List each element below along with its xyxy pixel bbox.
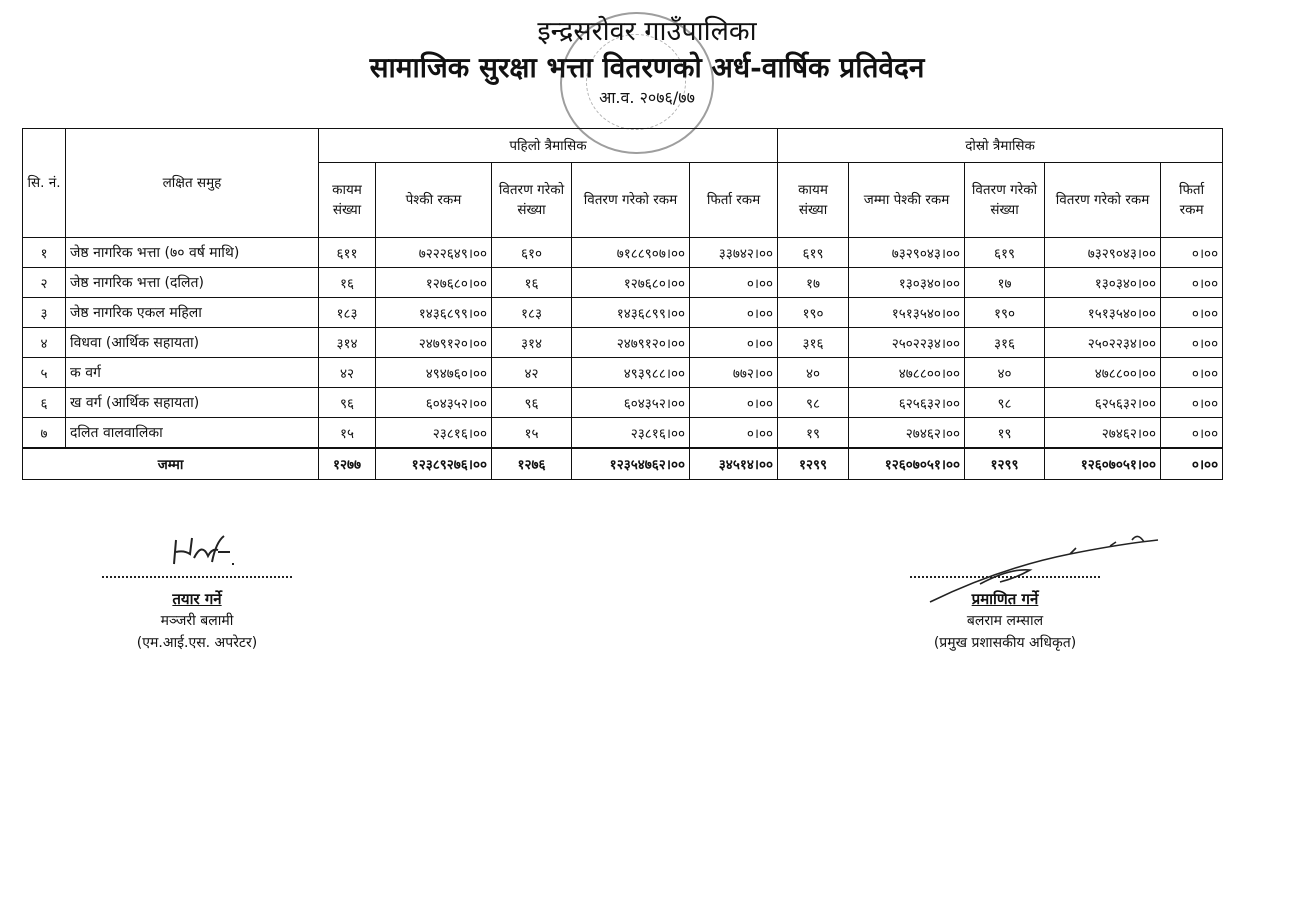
q2-col-advance: जम्मा पेश्की रकम bbox=[849, 163, 965, 238]
table-cell: २७४६२।०० bbox=[849, 418, 965, 449]
table-cell: २४७९१२०।०० bbox=[572, 328, 690, 358]
total-cell: १२७७ bbox=[319, 448, 376, 480]
table-cell: ४२ bbox=[492, 358, 572, 388]
table-cell: ०।०० bbox=[1161, 268, 1223, 298]
table-cell: ६१० bbox=[492, 238, 572, 268]
row-serial: २ bbox=[23, 268, 66, 298]
table-cell: १२७६८०।०० bbox=[376, 268, 492, 298]
table-cell: १५ bbox=[492, 418, 572, 449]
table-cell: ०।०० bbox=[690, 418, 778, 449]
total-row bbox=[23, 448, 1223, 480]
table-cell: ७१८८९०७।०० bbox=[572, 238, 690, 268]
table-cell: ९८ bbox=[965, 388, 1045, 418]
col-serial-header: सि. नं. bbox=[23, 129, 66, 238]
total-cell: १२६०७०५१।०० bbox=[849, 448, 965, 480]
table-cell: ०।०० bbox=[690, 298, 778, 328]
row-serial: १ bbox=[23, 238, 66, 268]
row-serial: ७ bbox=[23, 418, 66, 449]
report-title: सामाजिक सुरक्षा भत्ता वितरणको अर्ध-वार्षिक प्रतिवेदन bbox=[369, 51, 925, 84]
table-cell: ३१४ bbox=[492, 328, 572, 358]
table-cell: ९६ bbox=[319, 388, 376, 418]
table-row bbox=[23, 268, 1223, 298]
report-table bbox=[22, 128, 1223, 480]
total-cell: १२९९ bbox=[965, 448, 1045, 480]
table-cell: १६ bbox=[492, 268, 572, 298]
preparer-signature bbox=[168, 528, 248, 574]
table-cell: ७२२२६४९।०० bbox=[376, 238, 492, 268]
total-cell: १२६०७०५१।०० bbox=[1045, 448, 1161, 480]
col-group-header: लक्षित समुह bbox=[66, 129, 319, 238]
row-group: ख वर्ग (आर्थिक सहायता) bbox=[66, 388, 319, 418]
table-cell: ६०४३५२।०० bbox=[376, 388, 492, 418]
row-group: जेष्ठ नागरिक भत्ता (७० वर्ष माथि) bbox=[66, 238, 319, 268]
certified-by-role: प्रमाणित गर्ने bbox=[971, 590, 1039, 608]
table-cell: १९० bbox=[778, 298, 849, 328]
table-cell: १५१३५४०।०० bbox=[1045, 298, 1161, 328]
prepared-by-block bbox=[82, 576, 312, 654]
table-cell: ६०४३५२।०० bbox=[572, 388, 690, 418]
certified-by-title: (प्रमुख प्रशासकीय अधिकृत) bbox=[933, 635, 1077, 651]
table-cell: ०।०० bbox=[1161, 418, 1223, 449]
table-cell: ६२५६३२।०० bbox=[1045, 388, 1161, 418]
document-header bbox=[0, 14, 1294, 108]
table-cell: ४० bbox=[778, 358, 849, 388]
row-group: जेष्ठ नागरिक एकल महिला bbox=[66, 298, 319, 328]
q2-col-count: कायम संख्या bbox=[778, 163, 849, 238]
fiscal-year: आ.व. २०७६/७७ bbox=[599, 88, 695, 107]
table-cell: ०।०० bbox=[1161, 328, 1223, 358]
table-cell: १३०३४०।०० bbox=[1045, 268, 1161, 298]
table-cell: १९ bbox=[778, 418, 849, 449]
table-cell: २३८१६।०० bbox=[376, 418, 492, 449]
table-cell: २४७९१२०।०० bbox=[376, 328, 492, 358]
table-row bbox=[23, 388, 1223, 418]
table-cell: ६२५६३२।०० bbox=[849, 388, 965, 418]
q1-col-refund: फिर्ता रकम bbox=[690, 163, 778, 238]
table-cell: ४० bbox=[965, 358, 1045, 388]
q2-col-refund: फिर्ता रकम bbox=[1161, 163, 1223, 238]
table-cell: ६१९ bbox=[778, 238, 849, 268]
table-cell: ४७८८००।०० bbox=[1045, 358, 1161, 388]
q2-col-dist-count: वितरण गरेको संख्या bbox=[965, 163, 1045, 238]
table-cell: ९६ bbox=[492, 388, 572, 418]
table-cell: १५१३५४०।०० bbox=[849, 298, 965, 328]
row-serial: ६ bbox=[23, 388, 66, 418]
table-cell: १६ bbox=[319, 268, 376, 298]
q1-col-dist-count: वितरण गरेको संख्या bbox=[492, 163, 572, 238]
certified-by-name: बलराम लम्साल bbox=[966, 613, 1044, 629]
table-cell: ४७८८००।०० bbox=[849, 358, 965, 388]
table-cell: १९ bbox=[965, 418, 1045, 449]
total-cell: १२३५४७६२।०० bbox=[572, 448, 690, 480]
table-cell: ०।०० bbox=[690, 328, 778, 358]
table-cell: १८३ bbox=[319, 298, 376, 328]
table-cell: १९० bbox=[965, 298, 1045, 328]
table-cell: ०।०० bbox=[1161, 388, 1223, 418]
table-cell: ३३७४२।०० bbox=[690, 238, 778, 268]
prepared-by-title: (एम.आई.एस. अपरेटर) bbox=[136, 635, 258, 651]
table-cell: ९८ bbox=[778, 388, 849, 418]
table-cell: ४९३९८८।०० bbox=[572, 358, 690, 388]
table-row bbox=[23, 328, 1223, 358]
table-cell: ०।०० bbox=[1161, 298, 1223, 328]
row-group: विधवा (आर्थिक सहायता) bbox=[66, 328, 319, 358]
table-cell: १३०३४०।०० bbox=[849, 268, 965, 298]
table-row bbox=[23, 358, 1223, 388]
quarter2-header: दोस्रो त्रैमासिक bbox=[778, 129, 1223, 163]
table-cell: ३१४ bbox=[319, 328, 376, 358]
table-cell: ६१९ bbox=[965, 238, 1045, 268]
total-cell: १२३८९२७६।०० bbox=[376, 448, 492, 480]
row-group: दलित वालवालिका bbox=[66, 418, 319, 449]
table-cell: ०।०० bbox=[690, 268, 778, 298]
certified-by-block bbox=[890, 576, 1120, 654]
table-cell: ४९४७६०।०० bbox=[376, 358, 492, 388]
row-group: क वर्ग bbox=[66, 358, 319, 388]
table-cell: १४३६८९९।०० bbox=[376, 298, 492, 328]
row-serial: ४ bbox=[23, 328, 66, 358]
table-cell: ०।०० bbox=[1161, 238, 1223, 268]
table-cell: ३१६ bbox=[965, 328, 1045, 358]
quarter1-header: पहिलो त्रैमासिक bbox=[319, 129, 778, 163]
table-cell: १७ bbox=[778, 268, 849, 298]
table-cell: ३१६ bbox=[778, 328, 849, 358]
table-cell: ७७२।०० bbox=[690, 358, 778, 388]
table-cell: ७३२९०४३।०० bbox=[849, 238, 965, 268]
total-cell: १२७६ bbox=[492, 448, 572, 480]
table-cell: १५ bbox=[319, 418, 376, 449]
signature-line bbox=[102, 576, 292, 578]
row-group: जेष्ठ नागरिक भत्ता (दलित) bbox=[66, 268, 319, 298]
org-name: इन्द्रसरोवर गाउँपालिका bbox=[537, 16, 757, 47]
table-cell: १४३६८९९।०० bbox=[572, 298, 690, 328]
table-cell: २५०२२३४।०० bbox=[1045, 328, 1161, 358]
total-cell: ०।०० bbox=[1161, 448, 1223, 480]
total-label: जम्मा bbox=[23, 448, 319, 480]
q1-col-count: कायम संख्या bbox=[319, 163, 376, 238]
table-row bbox=[23, 418, 1223, 449]
prepared-by-name: मञ्जरी बलामी bbox=[160, 613, 234, 629]
table-row bbox=[23, 238, 1223, 268]
table-cell: ४२ bbox=[319, 358, 376, 388]
table-cell: ७३२९०४३।०० bbox=[1045, 238, 1161, 268]
q2-col-dist-amount: वितरण गरेको रकम bbox=[1045, 163, 1161, 238]
table-row bbox=[23, 298, 1223, 328]
row-serial: ३ bbox=[23, 298, 66, 328]
prepared-by-role: तयार गर्ने bbox=[172, 590, 222, 608]
table-cell: २३८१६।०० bbox=[572, 418, 690, 449]
table-cell: २७४६२।०० bbox=[1045, 418, 1161, 449]
signature-line bbox=[910, 576, 1100, 578]
table-cell: २५०२२३४।०० bbox=[849, 328, 965, 358]
table-cell: ६११ bbox=[319, 238, 376, 268]
table-cell: १२७६८०।०० bbox=[572, 268, 690, 298]
q1-col-dist-amount: वितरण गरेको रकम bbox=[572, 163, 690, 238]
table-cell: ०।०० bbox=[690, 388, 778, 418]
q1-col-advance: पेश्की रकम bbox=[376, 163, 492, 238]
row-serial: ५ bbox=[23, 358, 66, 388]
table-cell: १७ bbox=[965, 268, 1045, 298]
table-cell: ०।०० bbox=[1161, 358, 1223, 388]
total-cell: १२९९ bbox=[778, 448, 849, 480]
table-cell: १८३ bbox=[492, 298, 572, 328]
total-cell: ३४५१४।०० bbox=[690, 448, 778, 480]
